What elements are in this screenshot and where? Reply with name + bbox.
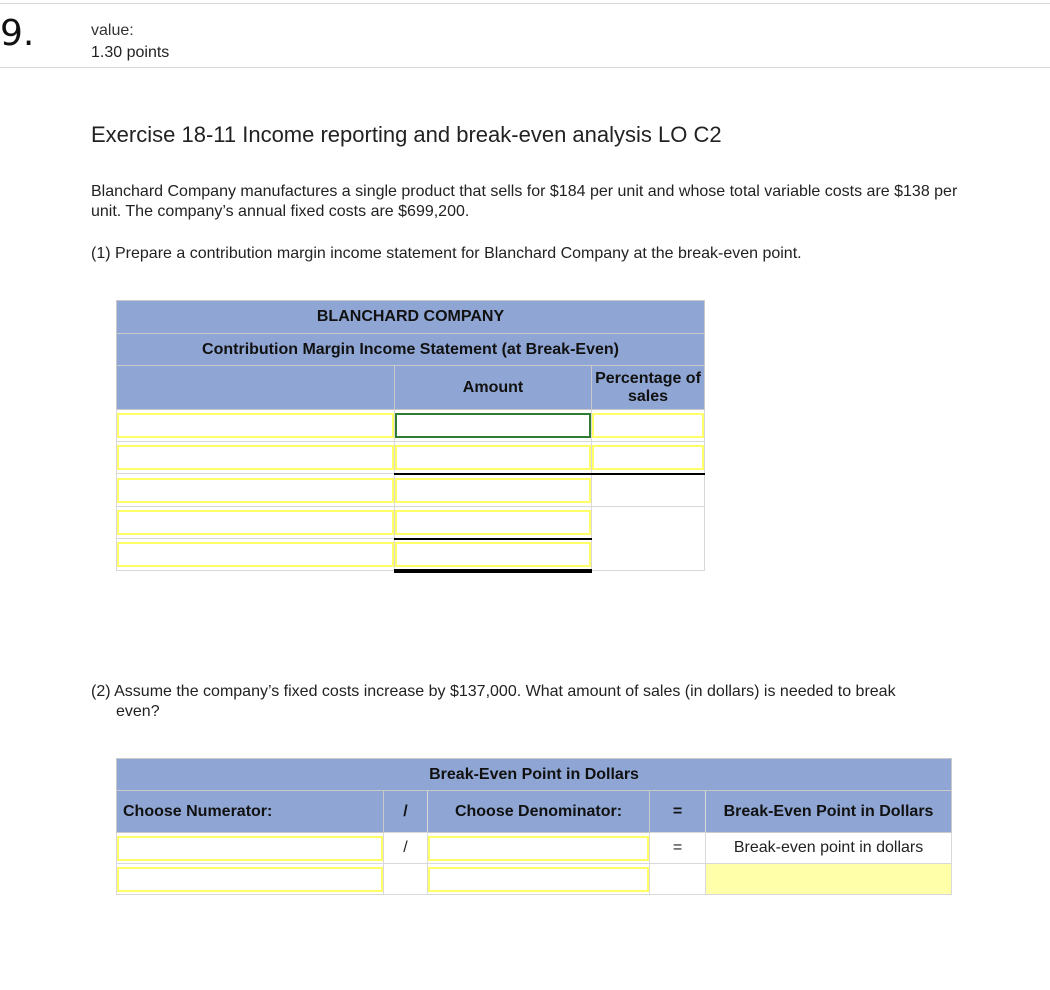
amount-column-header: Amount: [395, 366, 592, 410]
denominator-input-2[interactable]: [428, 867, 649, 892]
row1-amount-input[interactable]: [395, 413, 591, 438]
denominator-input-1[interactable]: [428, 836, 649, 861]
row1-percent-input[interactable]: [592, 413, 704, 438]
divide-symbol-header: /: [384, 791, 428, 833]
result-header: Break-Even Point in Dollars: [706, 791, 952, 833]
result-label: Break-even point in dollars: [706, 833, 952, 864]
break-even-result-cell: [706, 864, 952, 895]
question-points: 1.30 points: [91, 44, 170, 61]
label-column-header: [117, 366, 395, 410]
header-divider: [0, 67, 1050, 68]
row4-amount-input[interactable]: [395, 510, 591, 535]
exercise-title: Exercise 18-11 Income reporting and break-even analysis LO C2: [91, 122, 722, 147]
row3-amount-input[interactable]: [395, 478, 591, 503]
break-even-title: Break-Even Point in Dollars: [117, 759, 952, 791]
numerator-input-1[interactable]: [117, 836, 383, 861]
denominator-label: Choose Denominator:: [428, 791, 650, 833]
percent-blank-lower: [592, 507, 705, 571]
statement-title: Contribution Margin Income Statement (at Break-Even): [117, 334, 705, 366]
row1-label-input[interactable]: [117, 413, 394, 438]
row2-percent-input[interactable]: [592, 445, 704, 470]
row5-label-input[interactable]: [117, 542, 394, 567]
part2-prompt: (2) Assume the company’s fixed costs increase by $137,000. What amount of sales (in dollars) is needed to break even?: [91, 683, 896, 720]
numerator-input-2[interactable]: [117, 867, 383, 892]
equals-symbol-header: =: [650, 791, 706, 833]
divide-symbol: /: [384, 833, 428, 864]
top-divider: [0, 3, 1050, 4]
numerator-label: Choose Numerator:: [117, 791, 384, 833]
row3-label-input[interactable]: [117, 478, 394, 503]
equals-blank: [650, 864, 706, 895]
question-number: 9.: [0, 13, 35, 54]
row2-amount-input[interactable]: [395, 445, 591, 470]
income-statement-table: [116, 300, 705, 573]
row4-label-input[interactable]: [117, 510, 394, 535]
part1-prompt: (1) Prepare a contribution margin income statement for Blanchard Company at the break-even point.: [91, 245, 802, 262]
divide-blank: [384, 864, 428, 895]
percentage-column-header: Percentage of sales: [592, 366, 705, 410]
company-name: BLANCHARD COMPANY: [117, 301, 705, 334]
exercise-description: Blanchard Company manufactures a single product that sells for $184 per unit and whose total variable costs are $138 per unit. The company’s annual fixed costs are $699,200.: [91, 183, 958, 220]
break-even-table: [116, 758, 952, 895]
row2-label-input[interactable]: [117, 445, 394, 470]
equals-symbol: =: [650, 833, 706, 864]
value-label: value:: [91, 22, 134, 39]
row3-percent-blank: [592, 474, 705, 507]
row5-amount-input[interactable]: [395, 542, 591, 567]
